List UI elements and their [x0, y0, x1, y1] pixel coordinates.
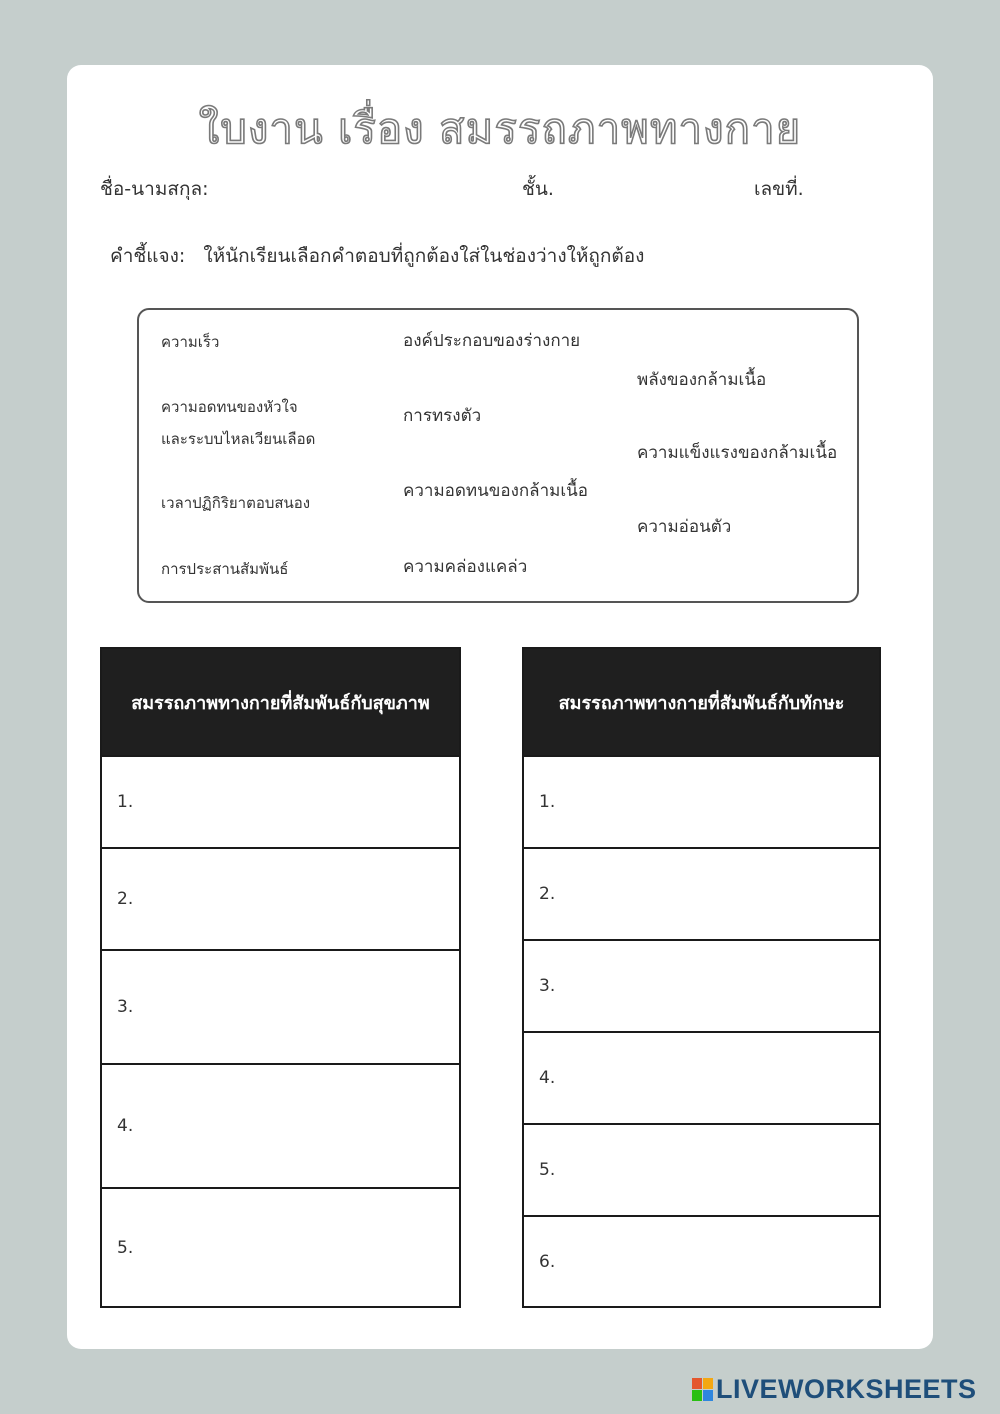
health-fitness-table	[100, 647, 461, 1308]
instruction-label: คำชี้แจง:	[110, 245, 186, 267]
word-bank-item[interactable]: การประสานสัมพันธ์	[161, 560, 289, 578]
answer-row[interactable]: 2.	[524, 849, 879, 941]
worksheet-title: ใบงาน เรื่อง สมรรถภาพทางกาย	[198, 104, 802, 153]
word-bank-item[interactable]: พลังของกล้ามเนื้อ	[637, 370, 767, 390]
answer-row[interactable]: 6.	[539, 1251, 556, 1272]
logo-tile-e	[703, 1390, 713, 1401]
liveworksheets-logo-text: LIVEWORKSHEETS	[716, 1374, 977, 1404]
word-bank-item[interactable]: การทรงตัว	[403, 406, 482, 426]
word-bank-item[interactable]: ความอดทนของหัวใจ	[161, 398, 298, 416]
skill-fitness-table	[522, 647, 881, 1308]
health-table-header: สมรรถภาพทางกายที่สัมพันธ์กับสุขภาพ	[102, 649, 459, 757]
answer-row[interactable]: 5.	[524, 1125, 879, 1217]
answer-row[interactable]: 1.	[524, 757, 879, 849]
liveworksheets-logo-icon	[692, 1378, 713, 1401]
answer-row[interactable]: 4.	[102, 1065, 459, 1189]
word-bank-item[interactable]: และระบบไหลเวียนเลือด	[161, 430, 316, 448]
answer-row[interactable]: 3.	[102, 951, 459, 1065]
answer-row[interactable]: 2.	[102, 849, 459, 951]
instruction	[110, 241, 644, 271]
word-bank-item[interactable]: ความแข็งแรงของกล้ามเนื้อ	[637, 443, 838, 463]
answer-row[interactable]: 3.	[524, 941, 879, 1033]
logo-tile-v	[692, 1390, 702, 1401]
liveworksheets-logo[interactable]	[692, 1374, 977, 1405]
name-field-label: ชื่อ-นามสกุล:	[100, 178, 209, 200]
instruction-text: ให้นักเรียนเลือกคำตอบที่ถูกต้องใส่ในช่องว่างให้ถูกต้อง	[203, 245, 645, 267]
logo-tile-l	[692, 1378, 702, 1389]
word-bank-item[interactable]: ความคล่องแคล่ว	[403, 557, 528, 577]
word-bank-item[interactable]: เวลาปฏิกิริยาตอบสนอง	[161, 494, 311, 512]
word-bank-item[interactable]: ความอ่อนตัว	[637, 517, 732, 537]
number-field-label: เลขที่.	[754, 178, 804, 200]
answer-row[interactable]: 1.	[102, 757, 459, 849]
word-bank-item[interactable]: องค์ประกอบของร่างกาย	[403, 331, 581, 351]
class-field-label: ชั้น.	[522, 178, 554, 200]
logo-tile-i	[703, 1378, 713, 1389]
answer-row[interactable]: 4.	[524, 1033, 879, 1125]
skill-table-header: สมรรถภาพทางกายที่สัมพันธ์กับทักษะ	[524, 649, 879, 757]
answer-row[interactable]: 5.	[117, 1237, 134, 1258]
word-bank-item[interactable]: ความอดทนของกล้ามเนื้อ	[403, 481, 588, 501]
word-bank-item[interactable]: ความเร็ว	[161, 333, 220, 351]
